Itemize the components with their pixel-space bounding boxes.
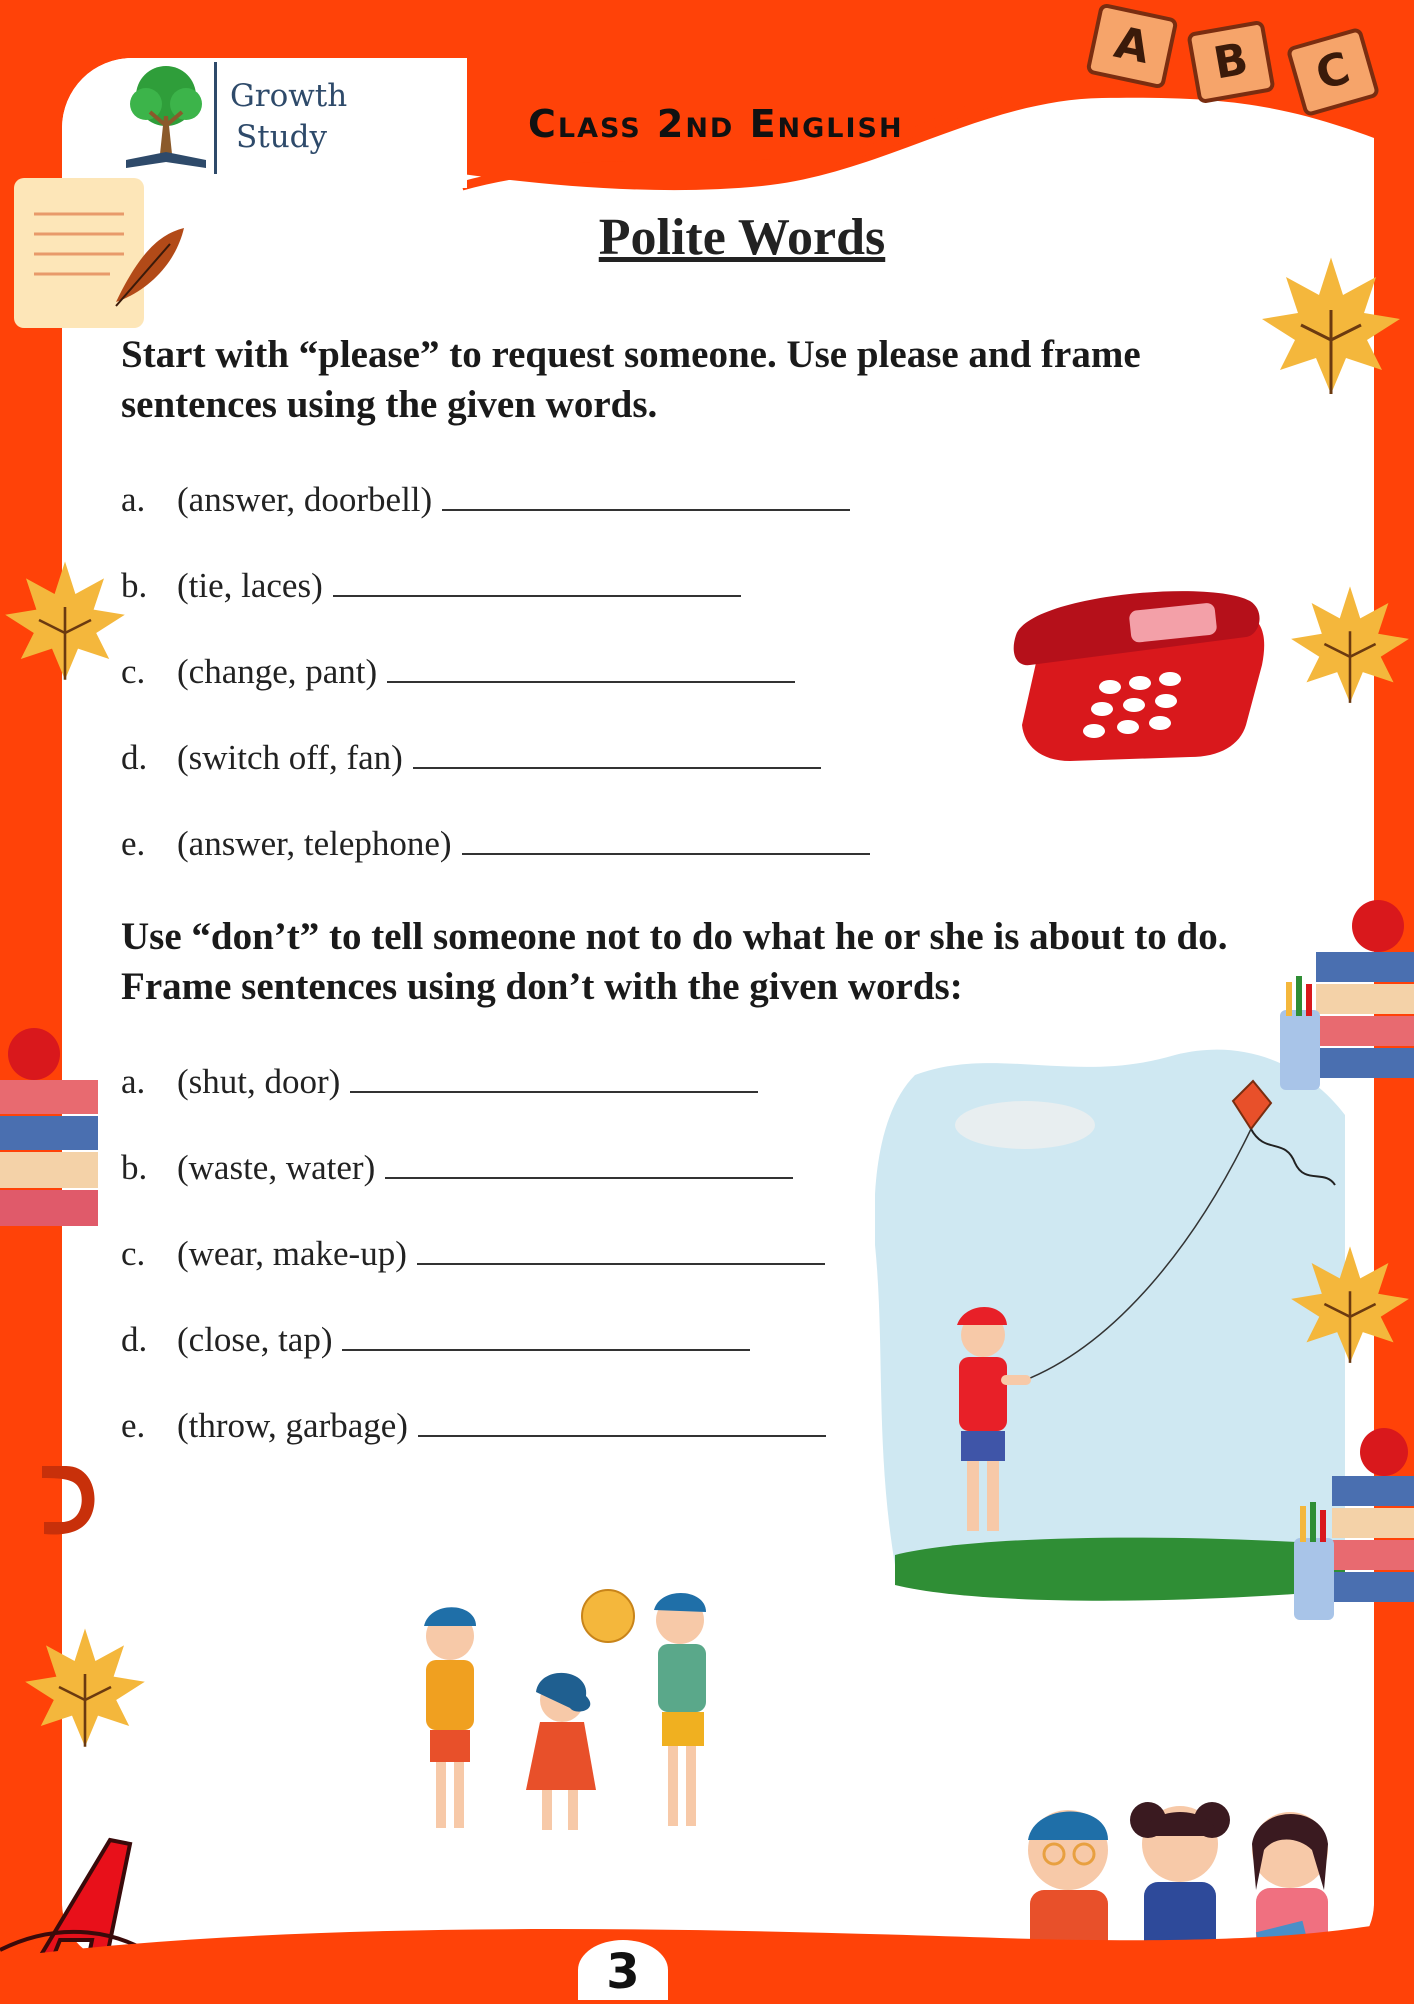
item-words: (switch off, fan) <box>177 738 403 777</box>
footer-swoosh <box>0 1898 1414 2000</box>
list-item <box>121 1062 758 1102</box>
book-stack-icon <box>1276 890 1414 1100</box>
item-letter: b. <box>121 1148 148 1187</box>
maple-leaf-icon <box>20 1622 150 1752</box>
maple-leaf-icon <box>0 555 130 685</box>
answer-blank[interactable] <box>418 1425 826 1437</box>
kids-playing-illustration <box>380 1580 780 1860</box>
maple-leaf-icon <box>1256 250 1406 400</box>
brand-name <box>230 76 347 158</box>
item-words: (tie, laces) <box>177 566 323 605</box>
list-item <box>121 1406 826 1446</box>
item-words: (close, tap) <box>177 1320 333 1359</box>
block-c: C <box>1286 27 1381 118</box>
brand-line-1: Growth <box>230 78 348 114</box>
list-item <box>121 1320 750 1360</box>
tree-logo-icon <box>120 64 212 174</box>
list-item <box>121 652 795 692</box>
answer-blank[interactable] <box>342 1339 750 1351</box>
book-stack-icon <box>1292 1420 1414 1630</box>
item-letter: d. <box>121 1320 148 1359</box>
item-words: (throw, garbage) <box>177 1406 408 1445</box>
block-a: A <box>1085 2 1178 89</box>
item-letter: c. <box>121 652 146 691</box>
list-item <box>121 738 821 778</box>
item-words: (shut, door) <box>177 1062 341 1101</box>
item-letter: a. <box>121 480 146 519</box>
answer-blank[interactable] <box>385 1167 793 1179</box>
item-words: (wear, make-up) <box>177 1234 407 1273</box>
kite-boy-illustration <box>875 1045 1355 1605</box>
item-letter: c. <box>121 1234 146 1273</box>
block-b: B <box>1186 20 1275 104</box>
list-item <box>121 566 741 606</box>
item-letter: e. <box>121 824 146 863</box>
item-words: (answer, doorbell) <box>177 480 433 519</box>
item-words: (answer, telephone) <box>177 824 452 863</box>
answer-blank[interactable] <box>333 585 741 597</box>
brand-line-2: Study <box>236 119 328 155</box>
answer-blank[interactable] <box>442 499 850 511</box>
list-item <box>121 480 850 520</box>
item-letter: a. <box>121 1062 146 1101</box>
item-words: (change, pant) <box>177 652 378 691</box>
maple-leaf-icon <box>1286 580 1414 708</box>
telephone-icon <box>1010 575 1268 765</box>
list-item <box>121 1234 825 1274</box>
brand-divider <box>214 62 217 174</box>
answer-blank[interactable] <box>462 843 870 855</box>
answer-blank[interactable] <box>350 1081 758 1093</box>
item-letter: b. <box>121 566 148 605</box>
page-number: 3 <box>578 1940 668 2000</box>
item-letter: d. <box>121 738 148 777</box>
answer-blank[interactable] <box>413 757 821 769</box>
answer-blank[interactable] <box>417 1253 825 1265</box>
list-item <box>121 1148 793 1188</box>
maple-leaf-icon <box>1286 1240 1414 1368</box>
class-title: Class 2nd English <box>528 102 904 146</box>
page-title: Polite Words <box>598 209 886 266</box>
answer-blank[interactable] <box>387 671 795 683</box>
book-stack-icon <box>0 1020 104 1230</box>
list-item <box>121 824 870 864</box>
instruction-dont: Use “don’t” to tell someone not to do what he or she is about to do. Frame sentences using don’t with the given words: <box>121 915 1228 1008</box>
item-words: (waste, water) <box>177 1148 376 1187</box>
decorative-letter-d-icon <box>36 1460 106 1540</box>
instruction-please: Start with “please” to request someone. Use please and frame sentences using the given words. <box>121 333 1141 426</box>
item-letter: e. <box>121 1406 146 1445</box>
